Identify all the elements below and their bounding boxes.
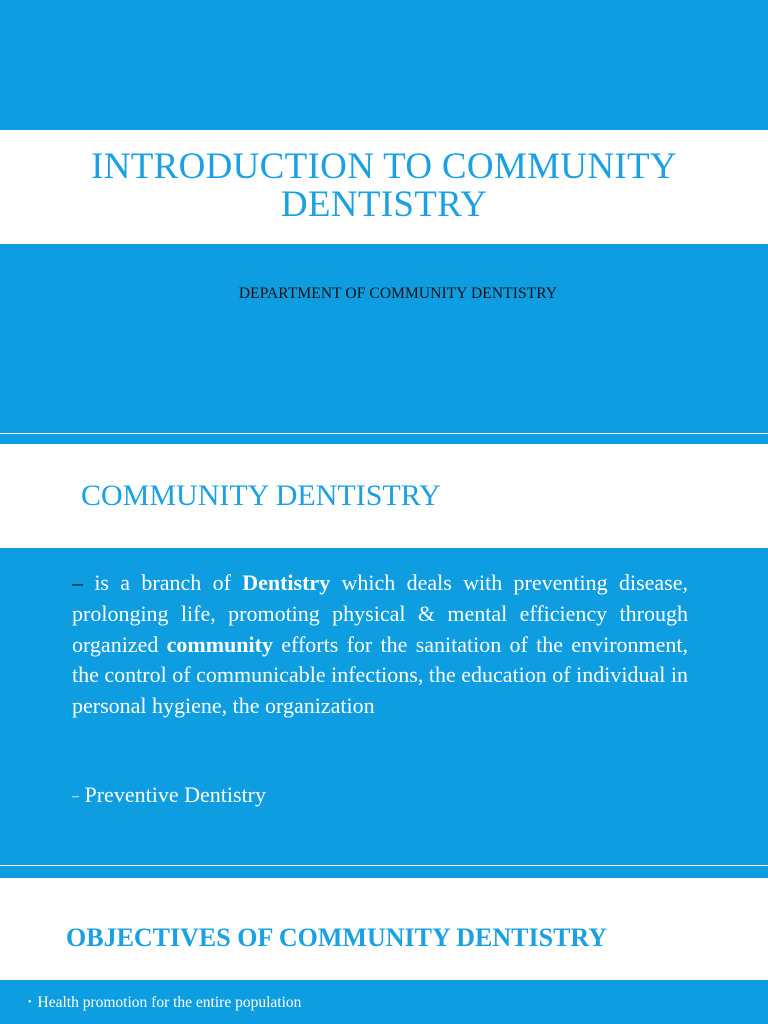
slide1-title: INTRODUCTION TO COMMUNITY DENTISTRY	[91, 146, 677, 225]
definition-bold-term: community	[166, 631, 273, 657]
bullet-text: Health promotion for the entire population	[37, 994, 302, 1011]
bullet-icon: •	[28, 997, 32, 1008]
slide2-definition-text	[72, 568, 688, 722]
slide3-title: OBJECTIVES OF COMMUNITY DENTISTRY	[66, 923, 608, 952]
slide2-tagline	[72, 780, 266, 812]
slide1-bottom-band	[0, 244, 768, 434]
slide1-top-band	[0, 0, 768, 130]
definition-text-part: efforts for the sanitation of the environment, the control of communicable infections, the education of individual in personal hygiene, the organization	[72, 631, 689, 719]
dash-glyph: –	[72, 570, 83, 595]
slide-divider	[0, 865, 768, 866]
dash-glyph: –	[72, 789, 79, 804]
definition-bold-term: Dentistry	[242, 570, 331, 595]
list-item	[28, 992, 301, 1014]
slide1-subtitle: DEPARTMENT OF COMMUNITY DENTISTRY	[238, 285, 558, 302]
definition-text-part: which deals with preventing disease, prolonging life, promoting physical & mental efficiency through organized	[72, 570, 688, 657]
tagline-text: Preventive Dentistry	[84, 782, 266, 807]
slide2-title: COMMUNITY DENTISTRY	[81, 479, 441, 512]
slide-divider	[0, 433, 768, 434]
definition-text-part: is a branch of	[83, 570, 243, 595]
